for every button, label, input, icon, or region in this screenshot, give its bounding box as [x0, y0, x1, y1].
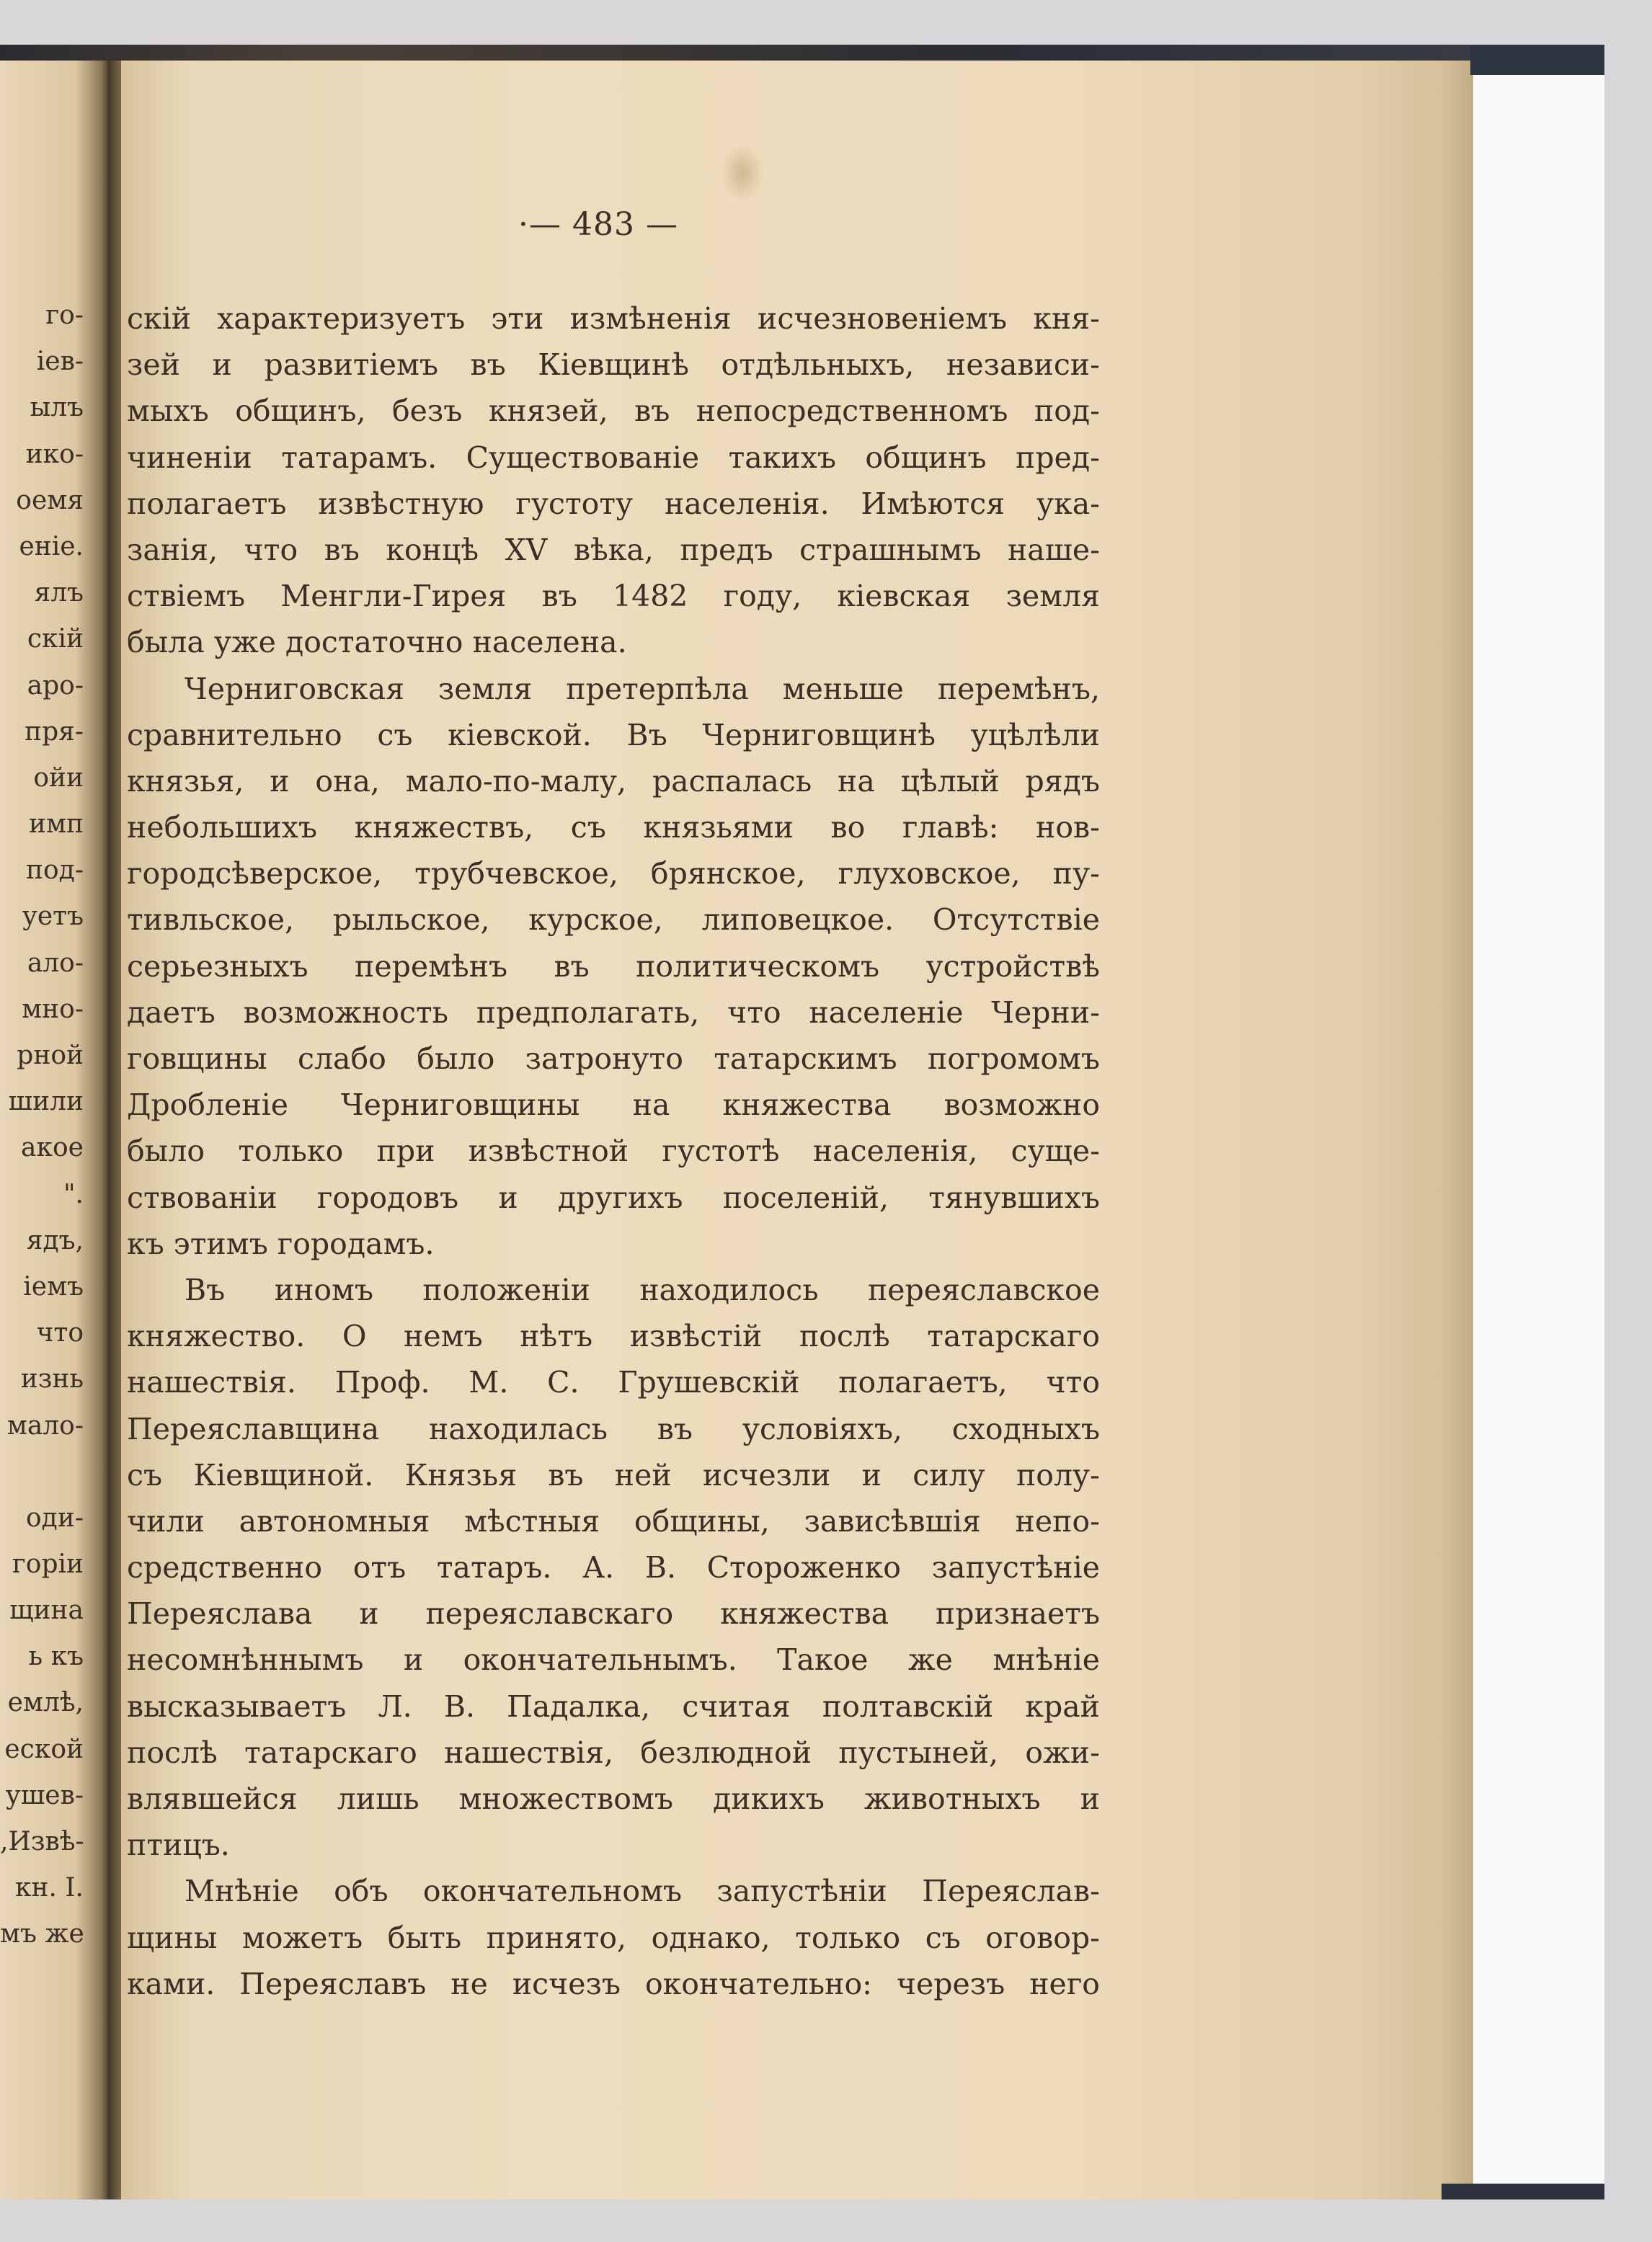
scan-bottom-margin: [0, 2199, 1652, 2242]
left-page-fragment: ядъ,: [26, 1225, 84, 1255]
text-line: чиненiи татарамъ. Существованiе такихъ общинъ пред-: [127, 440, 1100, 475]
body-text: [127, 295, 1100, 2007]
text-line: Въ иномъ положенiи находилось переяславское: [185, 1272, 1100, 1307]
left-page-fragment: ылъ: [30, 393, 84, 423]
left-page-fragment: аро-: [27, 670, 84, 700]
text-line: птицъ.: [127, 1828, 230, 1863]
text-line: ками. Переяславъ не исчезъ окончательно: черезъ него: [127, 1966, 1100, 2001]
left-page-fragment: изнь: [20, 1364, 84, 1394]
text-line: съ Кiевщиной. Князья въ ней исчезли и силу полу-: [127, 1457, 1100, 1493]
text-line: чили автономныя мѣстныя общины, зависѣвшiя непо-: [127, 1503, 1100, 1539]
text-line: говщины слабо было затронуто татарскимъ погромомъ: [127, 1041, 1100, 1076]
left-page-fragment: емлѣ,: [7, 1688, 84, 1718]
text-line: зей и развитiемъ въ Кiевщинѣ отдѣльныхъ, независи-: [127, 347, 1100, 383]
left-page-fragment: ойи: [33, 762, 84, 793]
text-line: занiя, что въ концѣ XV вѣка, предъ страшнымъ наше-: [127, 532, 1100, 567]
text-line: полагаетъ извѣстную густоту населенiя. Имѣются ука-: [127, 486, 1100, 521]
left-page-fragment: енiе.: [19, 531, 84, 561]
left-page-fragment: мно-: [22, 994, 84, 1024]
left-page-fragment: оемя: [16, 485, 84, 515]
text-line: князья, и она, мало-по-малу, распалась на цѣлый рядъ: [127, 763, 1100, 799]
text-line: княжество. О немъ нѣтъ извѣстiй послѣ татарскаго: [127, 1319, 1100, 1354]
left-page-fragment: имп: [29, 809, 84, 840]
text-line: Дробленiе Черниговщины на княжества возможно: [127, 1087, 1100, 1123]
text-line: городсѣверское, трубчевское, брянское, глуховское, пу-: [127, 856, 1100, 891]
left-page-fragment: щина: [9, 1596, 84, 1626]
left-page-fragment: под-: [26, 855, 84, 886]
left-page-fragment: скiй: [27, 624, 84, 654]
text-line: Черниговская земля претерпѣла меньше перемѣнъ,: [185, 671, 1100, 706]
text-line: Переяслава и переяславскаго княжества признаетъ: [127, 1596, 1100, 1632]
text-line: нашествiя. Проф. М. С. Грушевскiй полагаетъ, что: [127, 1365, 1100, 1400]
left-page-fragment: оди-: [26, 1503, 84, 1533]
left-page-fragment: уетъ: [22, 902, 84, 932]
paper-stain: [721, 144, 764, 202]
text-line: тивльское, рыльское, курское, липовецкое. Отсутствiе: [127, 902, 1100, 938]
left-page-fragment: ".: [63, 1179, 84, 1209]
text-line: послѣ татарскаго нашествiя, безлюдной пустыней, ожи-: [127, 1735, 1100, 1770]
page-number: ·— 483 —: [518, 206, 678, 243]
text-line: щины можетъ быть принято, однако, только съ оговор-: [127, 1920, 1100, 1955]
text-line: мыхъ общинъ, безъ князей, въ непосредственномъ под-: [127, 393, 1100, 429]
cover-board-top: [1470, 45, 1604, 75]
left-page-fragment: мало-: [6, 1410, 84, 1441]
left-page-fragment: го-: [45, 301, 84, 330]
left-page-text: [0, 293, 108, 1958]
left-page-fragment: ялъ: [34, 578, 84, 608]
book-top-edge: [0, 45, 1604, 61]
text-line: скiй характеризуетъ эти измѣненiя исчезновенiемъ кня-: [127, 301, 1100, 336]
backing-sheet: [1473, 75, 1604, 2184]
text-line: средственно отъ татаръ. А. В. Стороженко запустѣнiе: [127, 1550, 1100, 1585]
text-line: къ этимъ городамъ.: [127, 1226, 435, 1261]
text-line: Мнѣнiе объ окончательномъ запустѣнiи Переяслав-: [185, 1874, 1100, 1909]
left-page-fragment: ало-: [27, 948, 84, 978]
left-page-fragment: шили: [8, 1087, 84, 1117]
left-page-fragment: ,Извѣ-: [0, 1827, 84, 1856]
text-line: влявшейся лишь множествомъ дикихъ животныхъ и: [127, 1781, 1100, 1816]
text-line: было только при извѣстной густотѣ населенiя, суще-: [127, 1134, 1100, 1169]
left-page-fragment: пря-: [25, 716, 84, 747]
left-page-fragment: еской: [4, 1734, 84, 1764]
left-page-fragment: iев-: [36, 347, 84, 377]
left-page-gap: [0, 1449, 108, 1495]
left-page-fragment: ь къ: [28, 1642, 84, 1672]
text-line: была уже достаточно населена.: [127, 625, 627, 660]
text-line: Переяславщина находилась въ условiяхъ, сходныхъ: [127, 1411, 1100, 1446]
text-line: сравнительно съ кiевской. Въ Черниговщинѣ уцѣлѣли: [127, 717, 1100, 752]
left-page-fragment: ико-: [25, 439, 84, 469]
cover-board-bottom: [1442, 2184, 1604, 2199]
text-line: небольшихъ княжествъ, съ князьями во главѣ: нов-: [127, 810, 1100, 845]
text-line: серьезныхъ перемѣнъ въ политическомъ устройствѣ: [127, 948, 1100, 984]
left-page-fragment: кн. I.: [14, 1873, 84, 1903]
left-page-fragment: что: [36, 1318, 84, 1348]
left-page-fragment: горiи: [12, 1549, 84, 1579]
left-page-fragment: мъ же: [0, 1919, 84, 1949]
text-line: даетъ возможность предполагать, что населенiе Черни-: [127, 995, 1100, 1030]
page-edge: [1413, 50, 1478, 2199]
text-line: несомнѣннымъ и окончательнымъ. Такое же мнѣнiе: [127, 1642, 1100, 1678]
text-line: высказываетъ Л. В. Падалка, считая полтавскiй край: [127, 1689, 1100, 1724]
text-line: ствованiи городовъ и другихъ поселенiй, тянувшихъ: [127, 1180, 1100, 1215]
left-page-fragment: ушев-: [5, 1780, 84, 1810]
left-page-fragment: акое: [21, 1133, 84, 1163]
left-page-fragment: рной: [17, 1041, 84, 1070]
left-page-fragment: iемъ: [23, 1271, 84, 1302]
text-line: ствiемъ Менгли-Гирея въ 1482 году, кiевская земля: [127, 579, 1100, 614]
